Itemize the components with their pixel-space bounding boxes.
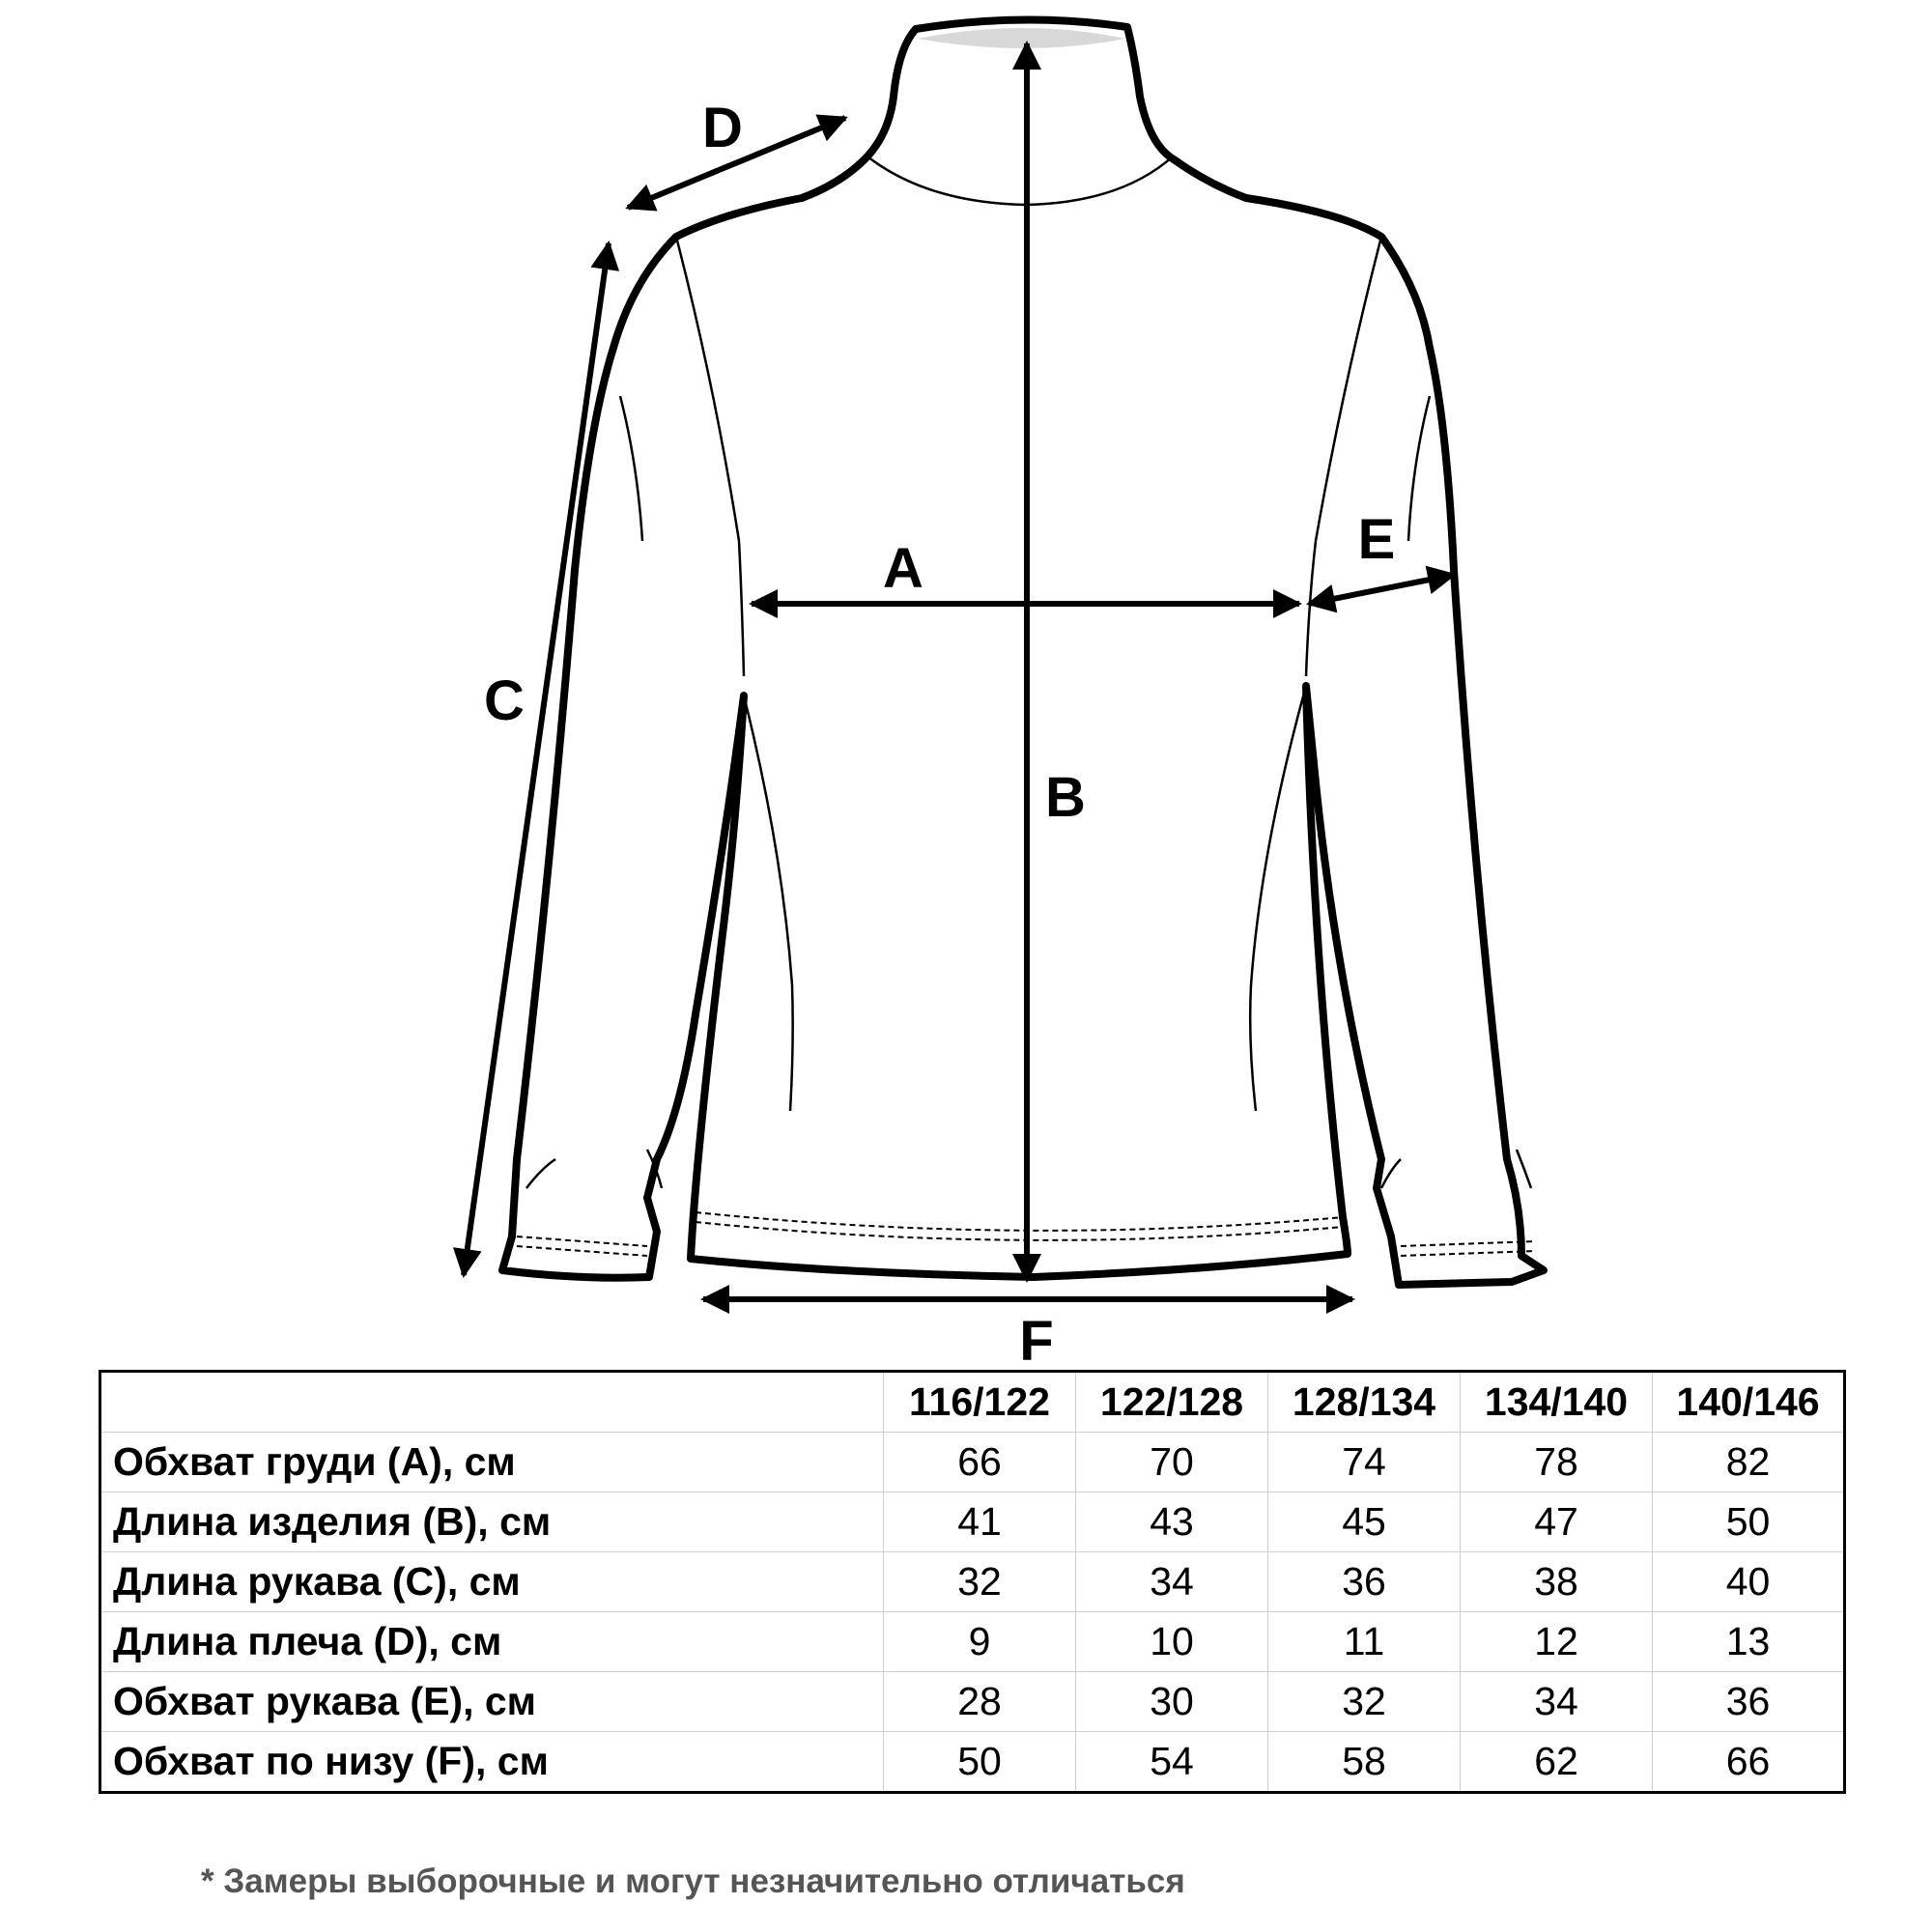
row-label: Длина плеча (D), см bbox=[100, 1612, 884, 1672]
row-label: Длина рукава (C), см bbox=[100, 1552, 884, 1612]
table-header-row bbox=[100, 1372, 1845, 1433]
row-label: Обхват по низу (F), см bbox=[100, 1732, 884, 1793]
table-cell: 34 bbox=[1076, 1552, 1268, 1612]
table-cell: 36 bbox=[1653, 1672, 1845, 1732]
label-f: F bbox=[1019, 1310, 1054, 1362]
size-header: 122/128 bbox=[1076, 1372, 1268, 1433]
row-label: Обхват груди (A), см bbox=[100, 1433, 884, 1492]
table-cell: 62 bbox=[1461, 1732, 1653, 1793]
table-cell: 11 bbox=[1268, 1612, 1461, 1672]
table-cell: 9 bbox=[884, 1612, 1076, 1672]
size-header: 116/122 bbox=[884, 1372, 1076, 1433]
table-cell: 54 bbox=[1076, 1732, 1268, 1793]
label-e: E bbox=[1357, 508, 1396, 571]
table-cell: 66 bbox=[884, 1433, 1076, 1492]
table-cell: 41 bbox=[884, 1492, 1076, 1552]
size-chart-table bbox=[99, 1370, 1846, 1794]
table-cell: 82 bbox=[1653, 1433, 1845, 1492]
table-cell: 40 bbox=[1653, 1552, 1845, 1612]
table-row bbox=[100, 1612, 1845, 1672]
table-cell: 30 bbox=[1076, 1672, 1268, 1732]
table-cell: 36 bbox=[1268, 1552, 1461, 1612]
table-cell: 38 bbox=[1461, 1552, 1653, 1612]
table-row bbox=[100, 1433, 1845, 1492]
table-cell: 34 bbox=[1461, 1672, 1653, 1732]
table-row bbox=[100, 1672, 1845, 1732]
collar-inner bbox=[918, 28, 1125, 48]
table-cell: 74 bbox=[1268, 1433, 1461, 1492]
table-cell: 45 bbox=[1268, 1492, 1461, 1552]
table-cell: 70 bbox=[1076, 1433, 1268, 1492]
row-label: Длина изделия (B), см bbox=[100, 1492, 884, 1552]
table-cell: 12 bbox=[1461, 1612, 1653, 1672]
size-header: 134/140 bbox=[1461, 1372, 1653, 1433]
table-cell: 10 bbox=[1076, 1612, 1268, 1672]
table-row bbox=[100, 1732, 1845, 1793]
table-corner-cell bbox=[100, 1372, 884, 1433]
table-cell: 78 bbox=[1461, 1433, 1653, 1492]
table-cell: 32 bbox=[1268, 1672, 1461, 1732]
table-row bbox=[100, 1552, 1845, 1612]
table-cell: 50 bbox=[1653, 1492, 1845, 1552]
table-cell: 43 bbox=[1076, 1492, 1268, 1552]
label-c: C bbox=[484, 669, 525, 732]
label-b: B bbox=[1045, 766, 1086, 829]
table-row bbox=[100, 1492, 1845, 1552]
label-a: A bbox=[883, 537, 923, 600]
sweater-outline bbox=[502, 19, 1544, 1285]
table-cell: 28 bbox=[884, 1672, 1076, 1732]
table-cell: 47 bbox=[1461, 1492, 1653, 1552]
table-cell: 50 bbox=[884, 1732, 1076, 1793]
table-cell: 32 bbox=[884, 1552, 1076, 1612]
arrow-e bbox=[1309, 575, 1454, 604]
row-label: Обхват рукава (E), см bbox=[100, 1672, 884, 1732]
footnote: * Замеры выборочные и могут незначительно отличаться bbox=[201, 1862, 1185, 1900]
table-cell: 13 bbox=[1653, 1612, 1845, 1672]
table-cell: 58 bbox=[1268, 1732, 1461, 1793]
table-cell: 66 bbox=[1653, 1732, 1845, 1793]
size-header: 140/146 bbox=[1653, 1372, 1845, 1433]
arrow-c bbox=[464, 243, 609, 1275]
size-header: 128/134 bbox=[1268, 1372, 1461, 1433]
label-d: D bbox=[702, 97, 743, 159]
